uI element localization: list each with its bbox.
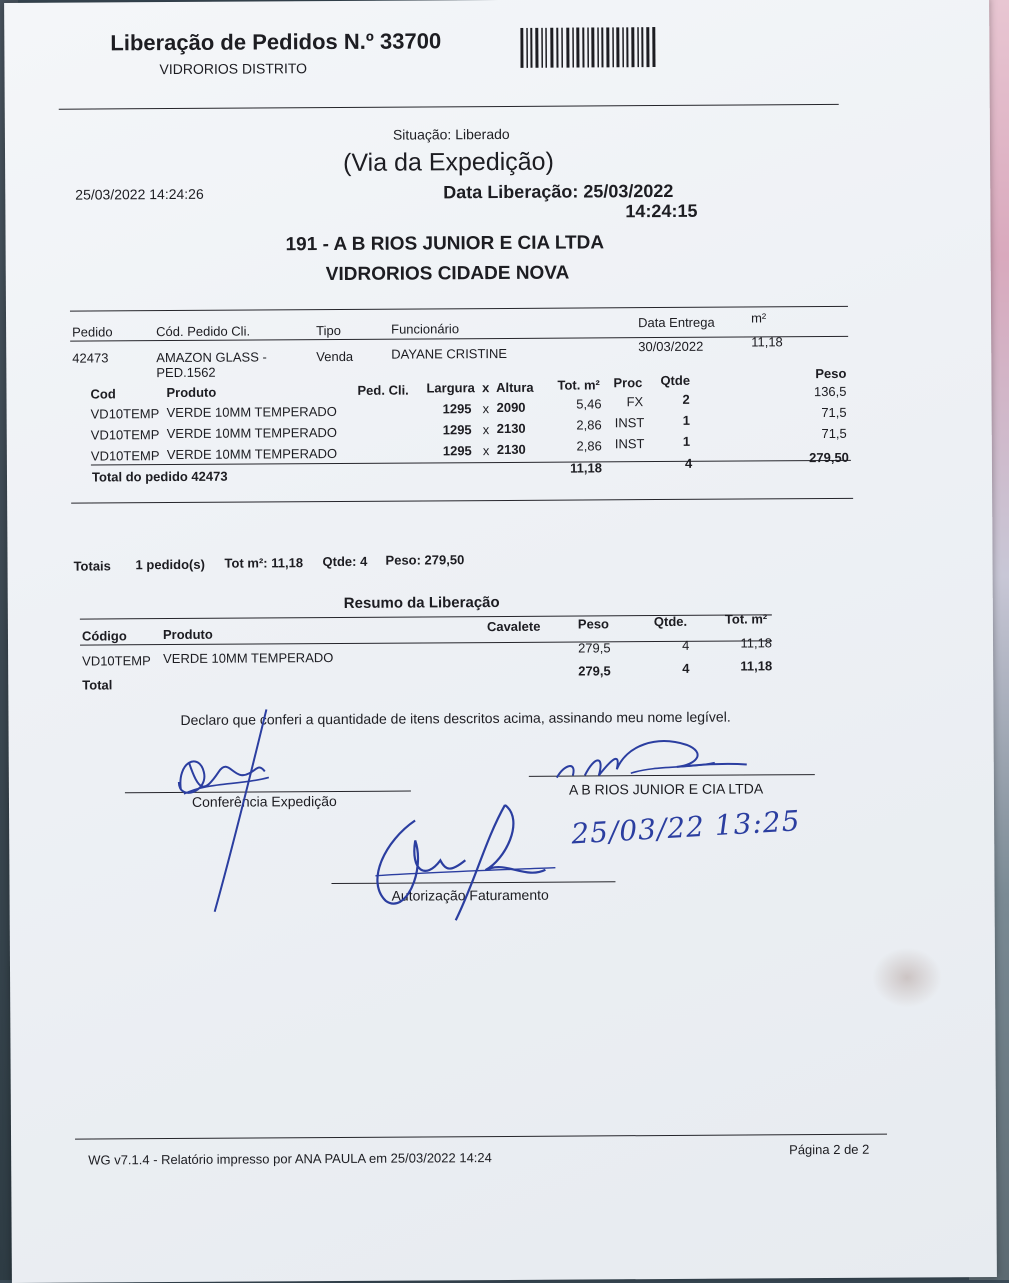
col-cod-pedido-cli: Cód. Pedido Cli.: [156, 323, 251, 340]
summary-col-tot-m2: Tot. m²: [724, 611, 768, 627]
document-title: Liberação de Pedidos N.º 33700: [110, 28, 442, 56]
order-top-rule: [70, 306, 848, 312]
table-row-qtde: 1: [682, 433, 691, 449]
items-col-produto: Produto: [166, 384, 217, 401]
barcode-icon: [520, 27, 660, 70]
items-col-qtde: Qtde: [660, 372, 691, 389]
footer-printed-by: WG v7.1.4 - Relatório impresso por ANA PAULA em 25/03/2022 14:24: [88, 1150, 492, 1168]
col-funcionario: Funcionário: [391, 321, 460, 337]
order-cod-cli-1: AMAZON GLASS -: [156, 349, 267, 366]
signature-label-conferencia: Conferência Expedição: [191, 793, 337, 810]
totals-label: Totais: [73, 558, 111, 574]
table-row-largura: 1295: [442, 401, 472, 417]
col-data-entrega: Data Entrega: [638, 314, 715, 331]
footer-page-number: Página 2 de 2: [789, 1141, 870, 1158]
paper-stain: [872, 947, 942, 1007]
signature-cliente-scribble: [547, 724, 767, 785]
order-data-entrega: 30/03/2022: [638, 338, 704, 355]
summary-col-qtde: Qtde.: [653, 613, 688, 630]
table-row-tot-m2: 5,46: [576, 396, 602, 412]
table-row-largura: 1295: [442, 422, 472, 438]
totals-qtde: Qtde: 4: [322, 553, 368, 570]
release-time: 14:24:15: [625, 200, 698, 222]
declaration-text: Declaro que conferi a quantidade de itens descritos acima, assinando meu nome legível.: [180, 708, 731, 728]
items-col-proc: Proc: [613, 375, 643, 391]
status-text: Situação: Liberado: [392, 125, 510, 143]
col-m2: m²: [750, 310, 767, 326]
document-page: [4, 0, 997, 1283]
signature-label-cliente: A B RIOS JUNIOR E CIA LTDA: [568, 780, 764, 798]
company-name: VIDRORIOS DISTRITO: [159, 60, 308, 78]
table-row-proc: FX: [626, 394, 644, 410]
summary-row-produto: VERDE 10MM TEMPERADO: [163, 650, 334, 667]
col-pedido: Pedido: [72, 324, 113, 340]
items-col-tot-m2: Tot. m²: [557, 377, 600, 393]
table-row-altura: 2130: [496, 420, 526, 437]
summary-col-cavalete: Cavalete: [486, 618, 541, 635]
table-row-produto: VERDE 10MM TEMPERADO: [166, 424, 338, 442]
summary-total-label: Total: [82, 677, 113, 693]
totals-peso: Peso: 279,50: [385, 552, 465, 568]
items-col-cod: Cod: [90, 386, 116, 402]
signature-label-autorizacao: Autorização Faturamento: [391, 886, 549, 904]
table-row-cod: VD10TEMP: [90, 448, 160, 464]
items-total-m2: 11,18: [570, 460, 602, 476]
signature-autorizacao-scribble: [355, 800, 566, 931]
client-unit: VIDRORIOS CIDADE NOVA: [325, 262, 570, 286]
items-bottom-rule: [71, 498, 853, 504]
table-row-peso: 71,5: [821, 425, 847, 442]
table-row-cod: VD10TEMP: [90, 427, 160, 443]
totals-pedidos: 1 pedido(s): [135, 556, 205, 573]
table-row-qtde: 2: [682, 391, 690, 407]
items-total-peso: 279,50: [809, 449, 849, 466]
table-row-qtde: 1: [682, 412, 690, 428]
items-col-peso: Peso: [815, 365, 847, 382]
table-row-x: x: [482, 401, 490, 417]
release-date: Data Liberação: 25/03/2022: [443, 180, 674, 203]
order-m2: 11,18: [751, 334, 783, 350]
table-row-peso: 71,5: [821, 404, 847, 421]
summary-total-m2: 11,18: [740, 658, 773, 674]
summary-title: Resumo da Liberação: [343, 594, 500, 612]
printed-datetime: 25/03/2022 14:24:26: [75, 185, 204, 203]
summary-total-peso: 279,5: [578, 663, 611, 679]
table-row-produto: VERDE 10MM TEMPERADO: [166, 445, 338, 463]
table-row-altura: 2130: [496, 441, 526, 458]
table-row-peso: 136,5: [813, 383, 847, 400]
items-col-largura-altura: Largura x Altura: [426, 379, 534, 396]
table-row-x: x: [482, 443, 490, 459]
order-tipo: Venda: [316, 348, 354, 365]
summary-row-codigo: VD10TEMP: [82, 653, 151, 669]
col-tipo: Tipo: [316, 322, 341, 339]
summary-row-peso: 279,5: [578, 640, 611, 656]
items-total-label: Total do pedido 42473: [91, 468, 228, 485]
summary-row-tot-m2: 11,18: [740, 635, 773, 651]
copy-label: (Via da Expedição): [342, 147, 554, 177]
table-row-x: x: [482, 422, 490, 438]
items-col-ped-cli: Ped. Cli.: [357, 382, 409, 398]
table-row-largura: 1295: [442, 443, 472, 459]
table-row-cod: VD10TEMP: [90, 406, 160, 422]
order-pedido: 42473: [72, 350, 109, 366]
summary-total-qtde: 4: [682, 660, 690, 676]
header-divider: [59, 104, 839, 110]
totals-m2: Tot m²: 11,18: [224, 555, 304, 571]
table-row-tot-m2: 2,86: [576, 438, 602, 454]
table-row-proc: INST: [614, 415, 645, 431]
signature-conferencia-scribble: [158, 701, 279, 922]
handwritten-date: 25/03/22 13:25: [570, 804, 802, 851]
footer-rule: [75, 1134, 887, 1140]
order-cod-cli-2: PED.1562: [156, 364, 216, 381]
order-funcionario: DAYANE CRISTINE: [391, 345, 508, 362]
table-row-tot-m2: 2,86: [576, 417, 602, 433]
summary-row-qtde: 4: [681, 637, 690, 653]
items-total-qtde: 4: [684, 455, 693, 471]
table-row-altura: 2090: [496, 399, 526, 416]
summary-col-produto: Produto: [162, 626, 213, 643]
client-line: 191 - A B RIOS JUNIOR E CIA LTDA: [285, 232, 605, 256]
table-row-produto: VERDE 10MM TEMPERADO: [166, 403, 337, 421]
summary-col-peso: Peso: [577, 616, 610, 632]
summary-col-codigo: Código: [81, 628, 127, 644]
table-row-proc: INST: [614, 436, 645, 452]
